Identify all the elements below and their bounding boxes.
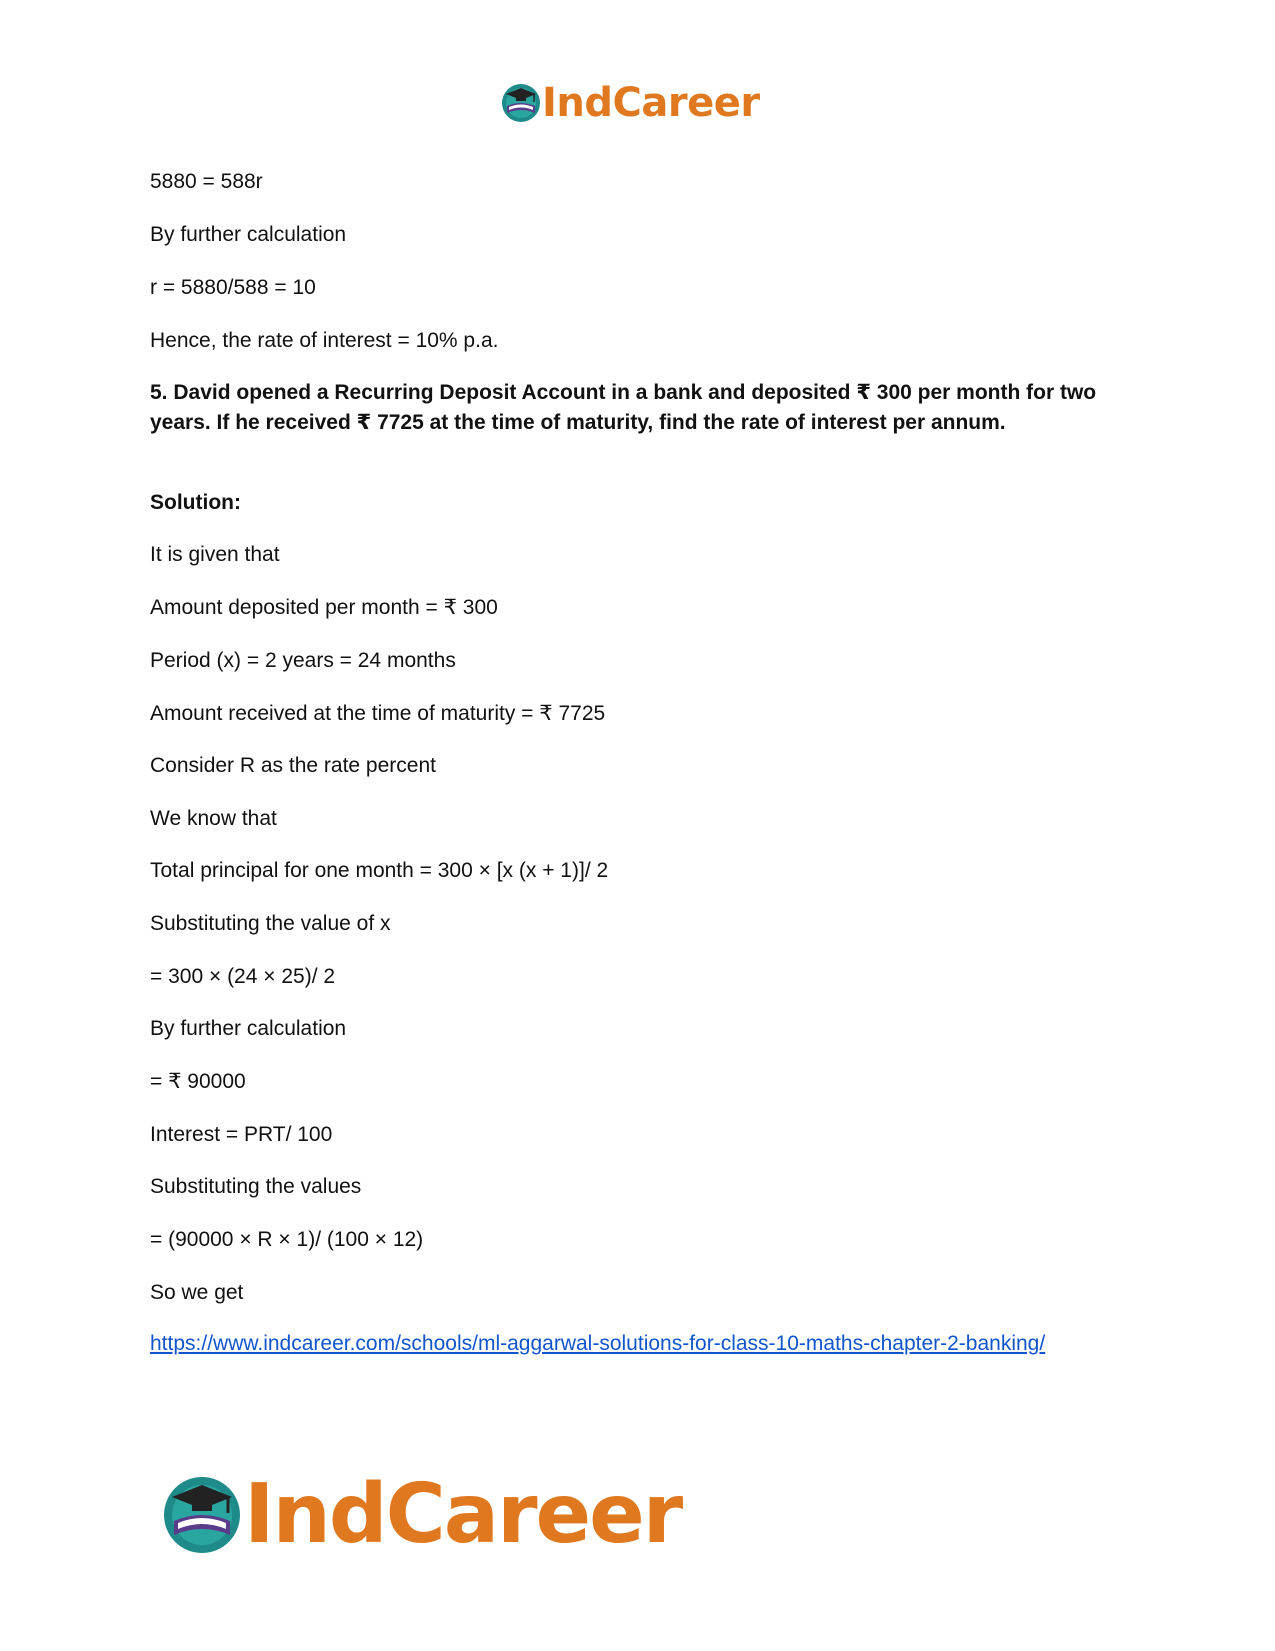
solution-step: = 300 × (24 × 25)/ 2 <box>150 965 336 988</box>
solution-step: Substituting the values <box>150 1175 362 1198</box>
solution-step: Interest = PRT/ 100 <box>150 1123 333 1146</box>
solution-step: Amount received at the time of maturity = ₹ 7725 <box>150 702 606 725</box>
solution-step: = (90000 × R × 1)/ (100 × 12) <box>150 1228 424 1251</box>
solution-step: Period (x) = 2 years = 24 months <box>150 649 456 672</box>
logo-text: IndCareer <box>542 80 760 126</box>
source-link[interactable]: https://www.indcareer.com/schools/ml-aggarwal-solutions-for-class-10-maths-chapter-2-banking/ <box>150 1332 1046 1355</box>
solution-step: = ₹ 90000 <box>150 1070 246 1093</box>
graduation-book-icon <box>160 1473 244 1557</box>
question-text: 5. David opened a Recurring Deposit Account in a bank and deposited ₹ 300 per month for two years. If he received ₹ 7725 at the time of maturity, find the rate of interest per annum. <box>150 381 1097 434</box>
solution-step: Amount deposited per month = ₹ 300 <box>150 596 498 619</box>
solution-step: Total principal for one month = 300 × [x (x + 1)]/ 2 <box>150 859 609 882</box>
logo-text: IndCareer <box>244 1467 682 1562</box>
solution-heading: Solution: <box>150 491 241 514</box>
solution-step: It is given that <box>150 543 280 566</box>
solution-step: Consider R as the rate percent <box>150 754 436 777</box>
solution-step: So we get <box>150 1281 244 1304</box>
footer-logo <box>160 1467 682 1562</box>
graduation-book-icon <box>500 82 542 124</box>
solution-step: We know that <box>150 807 277 830</box>
solution-step: By further calculation <box>150 1017 347 1040</box>
text-line: 5880 = 588r <box>150 170 263 193</box>
header-logo <box>500 80 760 126</box>
text-line: r = 5880/588 = 10 <box>150 276 316 299</box>
text-line: Hence, the rate of interest = 10% p.a. <box>150 329 499 352</box>
solution-step: Substituting the value of x <box>150 912 391 935</box>
text-line: By further calculation <box>150 223 347 246</box>
